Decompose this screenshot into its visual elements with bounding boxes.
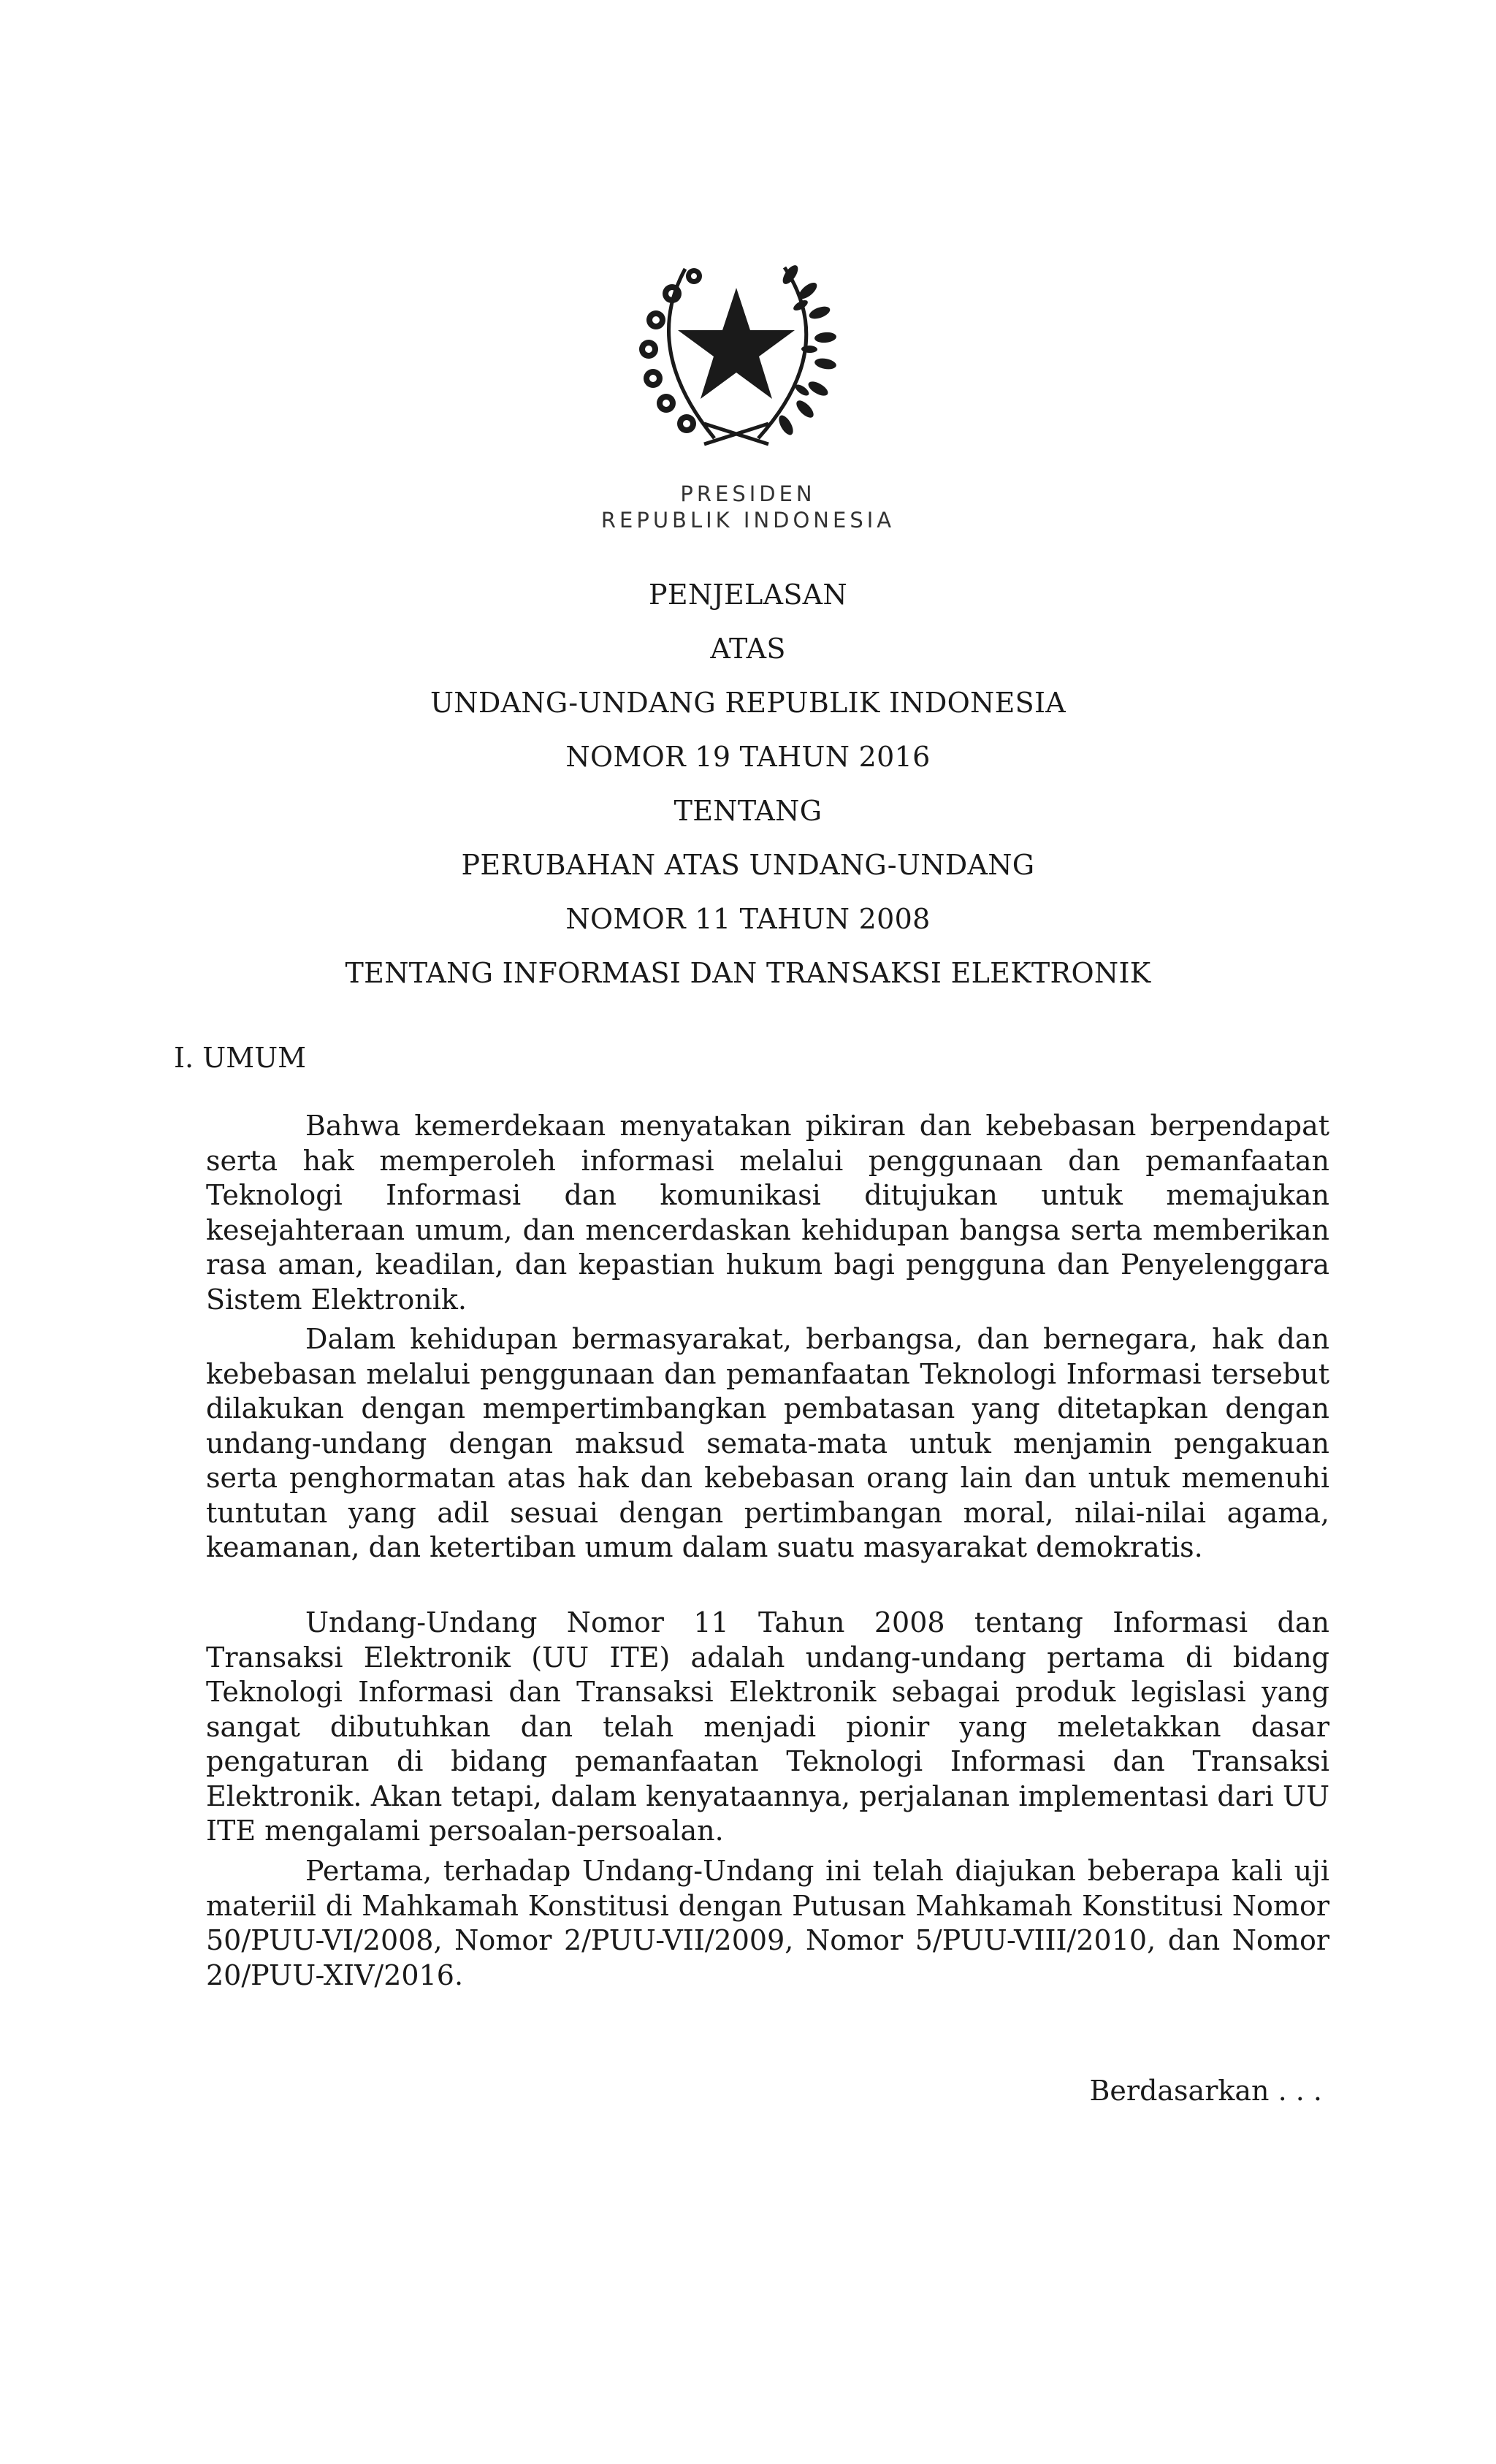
document-title-line: PERUBAHAN ATAS UNDANG-UNDANG: [461, 849, 1035, 881]
body-paragraph: Pertama, terhadap Undang-Undang ini telah diajukan beberapa kali uji materiil di Mahkamah Konstitusi dengan Putusan Mahkamah Konstitusi Nomor 50/PUU-VI/2008, Nomor 2/PUU-VII/2009, Nomor 5/PUU-VIII/2010, dan Nomor 20/PUU-XIV/2016.: [206, 1855, 1329, 1991]
body-paragraph: Undang-Undang Nomor 11 Tahun 2008 tentang Informasi dan Transaksi Elektronik (UU ITE) adalah undang-undang pertama di bidang Teknologi Informasi dan Transaksi Elektronik sebagai produk legislasi yang sangat dibutuhkan dan telah menjadi pionir yang meletakkan dasar pengaturan di bidang pemanfaatan Teknologi Informasi dan Transaksi Elektronik. Akan tetapi, dalam kenyataannya, perjalanan implementasi dari UU ITE mengalami persoalan-persoalan.: [206, 1606, 1329, 1847]
document-title-line: ATAS: [710, 633, 786, 665]
body-paragraph: Dalam kehidupan bermasyarakat, berbangsa, dan bernegara, hak dan kebebasan melalui penggunaan dan pemanfaatan Teknologi Informasi tersebut dilakukan dengan mempertimbangkan pembatasan yang ditetapkan dengan undang-undang dengan maksud semata-mata untuk menjamin pengakuan serta penghormatan atas hak dan kebebasan orang lain dan untuk memenuhi tuntutan yang adil sesuai dengan pertimbangan moral, nilai-nilai agama, keamanan, dan ketertiban umum dalam suatu masyarakat demokratis.: [206, 1323, 1329, 1563]
section-heading: I. UMUM: [174, 1042, 307, 1074]
document-title-line: PENJELASAN: [649, 579, 847, 611]
page-continuation-text: Berdasarkan . . .: [1089, 2075, 1322, 2107]
institution-name-line1: PRESIDEN: [680, 481, 816, 506]
document-title-line: TENTANG INFORMASI DAN TRANSAKSI ELEKTRONIK: [345, 957, 1151, 989]
document-title-line: UNDANG-UNDANG REPUBLIK INDONESIA: [430, 687, 1066, 719]
presidential-emblem-icon: [634, 247, 839, 451]
document-title-line: TENTANG: [673, 795, 823, 827]
body-paragraph: Bahwa kemerdekaan menyatakan pikiran dan kebebasan berpendapat serta hak memperoleh informasi melalui penggunaan dan pemanfaatan Teknologi Informasi dan komunikasi ditujukan untuk memajukan kesejahteraan umum, dan mencerdaskan kehidupan bangsa serta memberikan rasa aman, keadilan, dan kepastian hukum bagi pengguna dan Penyelenggara Sistem Elektronik.: [206, 1110, 1329, 1316]
document-title-line: NOMOR 19 TAHUN 2016: [565, 741, 931, 773]
institution-name-line2: REPUBLIK INDONESIA: [600, 508, 896, 533]
document-title-line: NOMOR 11 TAHUN 2008: [565, 903, 931, 935]
